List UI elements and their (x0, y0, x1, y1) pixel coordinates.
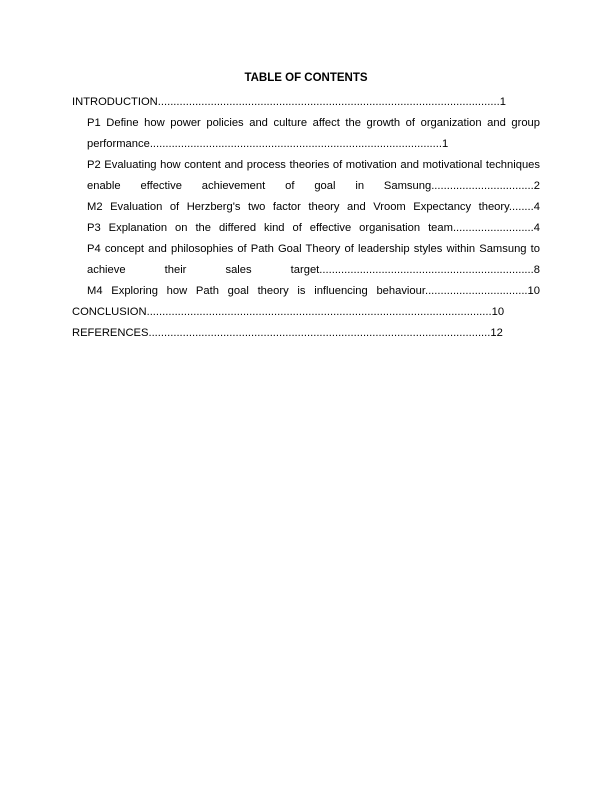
toc-leader: ........ (508, 201, 534, 213)
toc-leader: .......................... (452, 222, 534, 234)
toc-entry-text: CONCLUSION (72, 306, 147, 318)
toc-leader: ..................................................................... (319, 264, 534, 276)
toc-leader: ............................................................................................................... (146, 306, 492, 318)
toc-page-number: 2 (533, 180, 540, 192)
toc-leader: ................................. (431, 180, 534, 192)
toc-leader: .............................................................................................................. (148, 327, 491, 339)
toc-entry-conclusion[interactable] (72, 302, 540, 323)
toc-page-number: 1 (499, 96, 506, 108)
toc-page-number: 4 (533, 201, 540, 213)
toc-entry-text: P4 concept and philosophies of Path Goal Theory of leadership styles within Samsung to achieve their sales target (87, 243, 540, 276)
toc-entry-text: P2 Evaluating how content and process theories of motivation and motivational techniques enable effective achievement of goal in Samsung (87, 159, 540, 192)
toc-page-number: 1 (442, 138, 449, 150)
toc-entry-text: M4 Exploring how Path goal theory is influencing behaviour (87, 285, 425, 297)
toc-entry-text: M2 Evaluation of Herzberg's two factor theory and Vroom Expectancy theory (87, 201, 509, 213)
toc-entry-text: INTRODUCTION (72, 96, 158, 108)
toc-leader: ................................. (424, 285, 528, 297)
toc-entry-m4[interactable] (72, 281, 540, 302)
toc-page-number: 10 (491, 306, 505, 318)
toc-entry-text: P3 Explanation on the differed kind of effective organisation team (87, 222, 453, 234)
toc-entry-introduction[interactable] (72, 92, 540, 113)
toc-entry-p2[interactable] (72, 155, 540, 197)
toc-entry-p1[interactable] (72, 113, 540, 155)
toc-page-number: 10 (527, 285, 540, 297)
toc-leader: .............................................................................................................. (157, 96, 500, 108)
toc-leader: .............................................................................................. (149, 138, 442, 150)
toc-entry-p4[interactable] (72, 239, 540, 281)
toc-page-number: 12 (490, 327, 503, 339)
toc-page-number: 8 (533, 264, 540, 276)
toc-page-number: 4 (533, 222, 540, 234)
toc-entry-text: P1 Define how power policies and culture affect the growth of organization and group performance (87, 117, 540, 150)
toc-list (72, 92, 540, 344)
toc-title: TABLE OF CONTENTS (244, 72, 368, 84)
toc-entry-text: REFERENCES (72, 327, 149, 339)
toc-entry-p3[interactable] (72, 218, 540, 239)
toc-entry-references[interactable] (72, 323, 540, 344)
toc-entry-m2[interactable] (72, 197, 540, 218)
